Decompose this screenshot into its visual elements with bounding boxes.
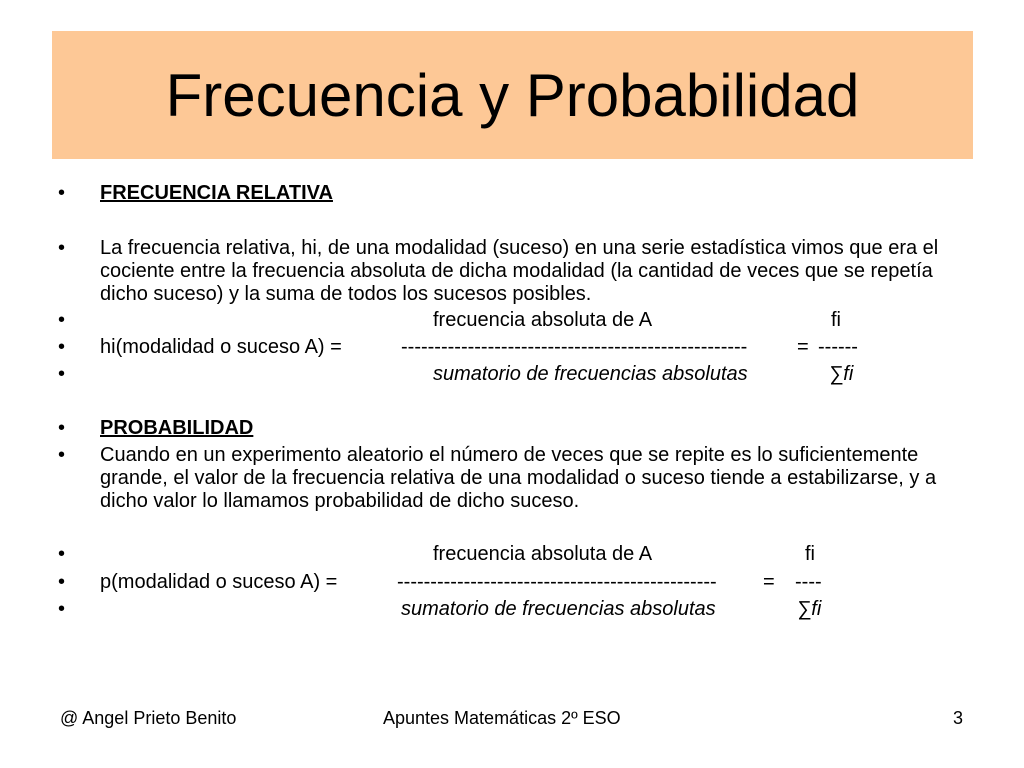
section-heading-probabilidad: PROBABILIDAD — [100, 417, 254, 439]
bullet: • — [58, 571, 66, 593]
bullet: • — [58, 543, 66, 565]
formula2-left: p(modalidad o suceso A) = — [100, 571, 338, 593]
paragraph-probabilidad: Cuando en un experimento aleatorio el número de veces que se repite es lo suficientemente grande, el valor de la frecuencia relativa de una modalidad o suceso tiende a estabilizarse, y a dicho valor lo llamamos probabilidad de dicho suceso. — [100, 444, 937, 512]
paragraph-frecuencia-relativa: La frecuencia relativa, hi, de una modalidad (suceso) en una serie estadística vimos que era el cociente entre la frecuencia absoluta de dicha modalidad (la cantidad de veces que se repetía dicho suceso) y la suma de todos los sucesos posibles. — [100, 237, 939, 305]
formula2-short-dashes: ---- — [795, 571, 822, 593]
formula1-short-dashes: ------ — [818, 336, 858, 358]
formula2-numerator: frecuencia absoluta de A — [433, 543, 653, 565]
formula1-denominator-short: ∑fi — [829, 363, 854, 385]
footer-course: Apuntes Matemáticas 2º ESO — [383, 708, 621, 728]
bullet: • — [58, 309, 66, 331]
formula1-denominator: sumatorio de frecuencias absolutas — [433, 363, 748, 385]
section-heading-frecuencia-relativa: FRECUENCIA RELATIVA — [100, 182, 333, 204]
slide-title: Frecuencia y Probabilidad — [165, 61, 860, 129]
formula2-equals: = — [763, 571, 775, 593]
title-bar — [52, 31, 973, 159]
formula2-denominator-short: ∑fi — [797, 598, 822, 620]
bullet: • — [58, 237, 66, 259]
formula1-numerator-short: fi — [831, 309, 841, 331]
bullet: • — [58, 182, 66, 204]
formula2-numerator-short: fi — [805, 543, 815, 565]
formula1-dashes: ---------------------------------------------------- — [401, 336, 748, 358]
bullet: • — [58, 444, 66, 466]
formula2-dashes: ------------------------------------------------ — [397, 571, 717, 593]
footer-author: @ Angel Prieto Benito — [60, 708, 237, 728]
formula1-equals: = — [797, 336, 809, 358]
formula2-denominator: sumatorio de frecuencias absolutas — [401, 598, 716, 620]
bullet: • — [58, 598, 66, 620]
formula1-numerator: frecuencia absoluta de A — [433, 309, 653, 331]
formula1-left: hi(modalidad o suceso A) = — [100, 336, 342, 358]
footer-page-number: 3 — [953, 708, 964, 728]
bullet: • — [58, 417, 66, 439]
bullet: • — [58, 363, 66, 385]
bullet: • — [58, 336, 66, 358]
